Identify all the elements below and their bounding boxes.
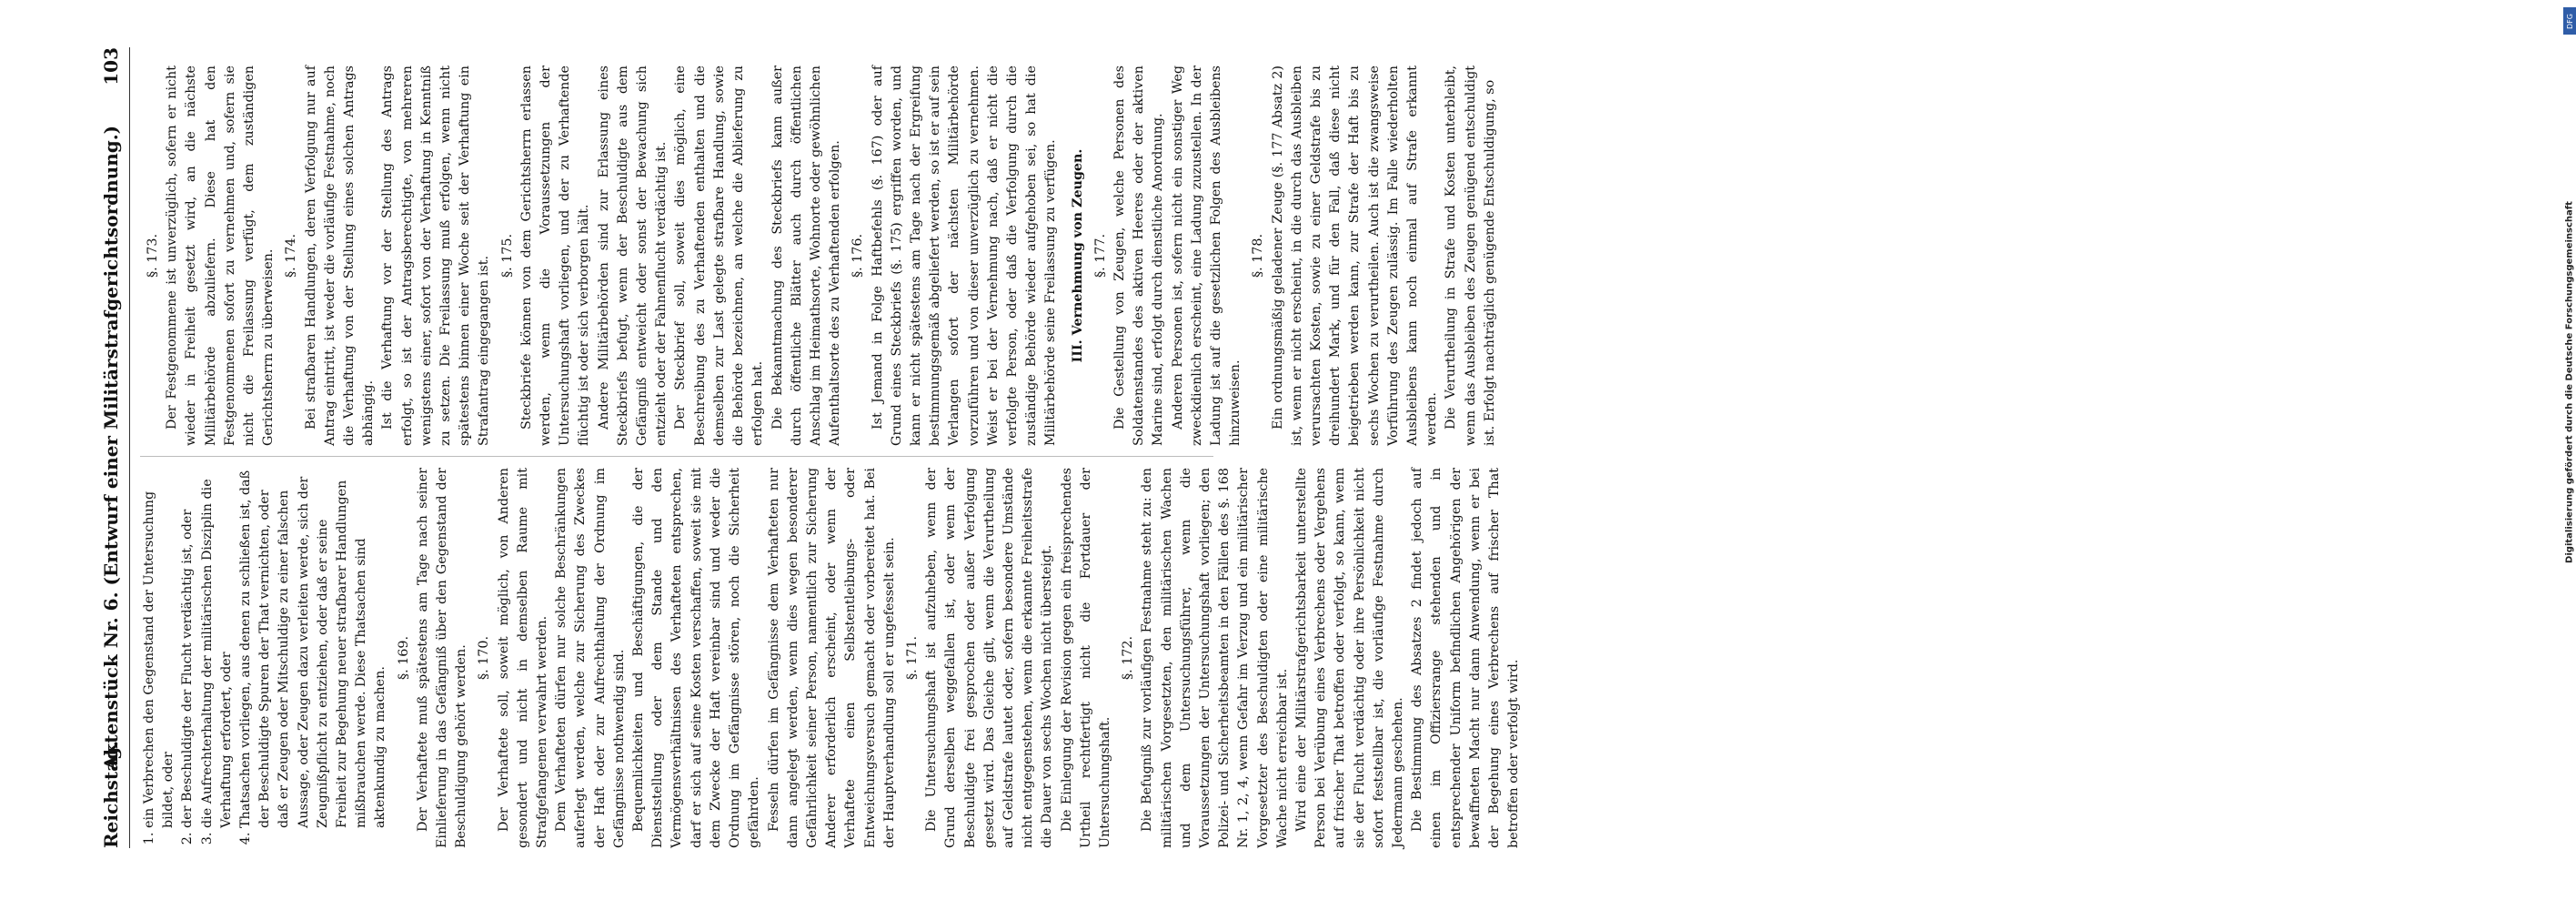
section-175-paragraph: Die Bekanntmachung des Steckbriefs kann außer durch öffentliche Blätter auch durch öffentlichen Anschlag im Heimathsorte, Wohnorte oder gewöhnlichen Aufenthaltsorte des zu Verhaftenden erfolgen. <box>770 66 843 446</box>
section-170-paragraph: Dem Verhafteten dürfen nur solche Beschränkungen auferlegt werden, welche zur Sicherung des Zweckes der Haft oder zur Aufrechthaltung der Ordnung im Gefängnisse nothwendig sind. <box>554 468 627 848</box>
list-item: 1. ein Verbrechen den Gegenstand der Untersuchung bildet, oder <box>140 468 178 828</box>
section-175-paragraph: Steckbriefe können von dem Gerichtsherrn erlassen werden, wenn die Voraussetzungen der Untersuchungshaft vorliegen, und der zu Verhaftende flüchtig ist oder sich verborgen hält. <box>518 66 592 446</box>
page-number: 103 <box>100 47 122 86</box>
document-page <box>100 47 1522 848</box>
list-item: 3. die Aufrechterhaltung der militärischen Disziplin die Verhaftung erfordert, oder <box>198 468 236 828</box>
section-178-paragraph: Die Verurtheilung in Strafe und Kosten unterbleibt, wenn das Ausbleiben des Zeugen genügend entschuldigt ist. Erfolgt nachträglich genügende Entschuldigung, so <box>1444 66 1497 446</box>
section-174-paragraph: Bei strafbaren Handlungen, deren Verfolgung nur auf Antrag eintritt, ist weder die vorläufige Festnahme, noch die Verhaftung von der Stellung eines solchen Antrags abhängig. <box>303 66 377 446</box>
header-title: Aktenstück Nr. 6. (Entwurf einer Militärstrafgerichtsordnung.) <box>100 125 122 771</box>
section-177-paragraph: Die Gestellung von Zeugen, welche Personen des Soldatenstandes des aktiven Heeres oder der aktiven Marine sind, erfolgt durch dienstliche Anordnung. <box>1112 66 1166 446</box>
list-item: 4. Thatsachen vorliegen, aus denen zu schließen ist, daß der Beschuldigte Spuren der That vernichten, oder daß er Zeugen oder Mitschuldige zu einer falschen Aussage, oder Zeugen dazu verleiten werde, sich der Zeugnißpflicht zu entziehen, oder daß er seine Freiheit zur Begehung neuer strafbarer Handlungen mißbrauchen werde. Diese Thatsachen sind aktenkundig zu machen. <box>236 468 391 828</box>
section-174-heading: §. 174. <box>284 233 299 278</box>
section-172-paragraph: Die Befugniß zur vorläufigen Festnahme steht zu: den militärischen Vorgesetzten, den militärischen Wachen und dem Untersuchungsführer, wenn die Voraussetzungen der Untersuchungshaft vorliegen; den Polizei- und Sicherheitsbeamten in den Fällen des §. 168 Nr. 1, 2, 4, wenn Gefahr im Verzug und ein militärischer Vorgesetzter des Beschuldigten oder eine militärische Wache nicht erreichbar ist. <box>1140 468 1290 848</box>
section-169-heading: §. 169. <box>396 635 411 681</box>
section-177-paragraph: Anderen Personen ist, sofern nicht ein sonstiger Weg zweckdienlich erscheint, eine Ladung zuzustellen. In der Ladung ist auf die gesetzlichen Folgen des Ausbleibens hinzuweisen. <box>1170 66 1243 446</box>
part-3-heading: III. Vernehmung von Zeugen. <box>1070 148 1085 363</box>
conditions-list <box>140 468 391 848</box>
section-178-paragraph: Ein ordnungsmäßig geladener Zeuge (§. 177 Absatz 2) ist, wenn er nicht erscheint, in die durch das Ausbleiben verursachten Kosten, sowie zu einer Geldstrafe bis zu dreihundert Mark, und für den Fall, daß diese nicht beigetrieben werden kann, zur Strafe der Haft bis zu sechs Wochen zu verurtheilen. Auch ist die zwangsweise Vorführung des Zeugen zulässig. Im Falle wiederholten Ausbleibens kann noch einmal auf Strafe erkannt werden. <box>1270 66 1440 446</box>
list-item: 2. der Beschuldigte der Flucht verdächtig ist, oder <box>178 468 197 828</box>
section-176-heading: §. 176. <box>850 233 866 278</box>
section-171-heading: §. 171. <box>904 635 920 681</box>
section-172-heading: §. 172. <box>1121 635 1136 681</box>
dfg-logo-badge: DFG <box>2563 7 2576 35</box>
section-173-text: Der Festgenommene ist unverzüglich, sofern er nicht wieder in Freiheit gesetzt wird, an die nächste Militärbehörde abzuliefern. Diese hat den Festgenommenen sofort zu vernehmen und, sofern sie nicht die Freilassung verfügt, dem zuständigen Gerichtsherrn zu überweisen. <box>165 66 277 446</box>
section-171-paragraph: Die Untersuchungshaft ist aufzuheben, wenn der Grund derselben weggefallen ist, oder wenn der Beschuldigte frei gesprochen oder außer Verfolgung gesetzt wird. Das Gleiche gilt, wenn die Verurtheilung auf Geldstrafe lautet oder, sofern besondere Umstände nicht entgegenstehen, wenn die erkannte Freiheitsstrafe die Dauer von sechs Wochen nicht übersteigt. <box>924 468 1055 848</box>
section-169-text: Der Verhaftete muß spätestens am Tage nach seiner Einlieferung in das Gefängniß über den Gegenstand der Beschuldigung gehört werden. <box>415 468 469 848</box>
section-173-heading: §. 173. <box>146 233 160 278</box>
section-175-paragraph: Andere Militärbehörden sind zur Erlassung eines Steckbriefs befugt, wenn der Beschuldigte aus dem Gefängniß entweicht oder sonst der Bewachung sich entzieht oder der Fahnenflucht verdächtig ist. <box>596 66 669 446</box>
header-left: Reichstag. <box>100 740 122 848</box>
section-170-paragraph: Fesseln dürfen im Gefängnisse dem Verhafteten nur dann angelegt werden, wenn dies wegen besonderer Gefährlichkeit seiner Person, namentlich zur Sicherung Anderer erforderlich erscheint, oder wenn der Verhaftete einen Selbstentleibungs- oder Entweichungsversuch gemacht oder vorbereitet hat. Bei der Hauptverhandlung soll er ungefesselt sein. <box>766 468 897 848</box>
section-178-heading: §. 178. <box>1251 233 1266 278</box>
section-170-heading: §. 170. <box>477 635 492 681</box>
section-174-paragraph: Ist die Verhaftung vor der Stellung des Antrags erfolgt, so ist der Antragsberechtigte, von mehreren wenigstens einer, sofort von der Verhaftung in Kenntniß zu setzen. Die Freilassung muß erfolgen, wenn nicht spätestens binnen einer Woche seit der Verhaftung ein Strafantrag eingegangen ist. <box>380 66 492 446</box>
page-header <box>100 47 130 848</box>
section-176-text: Ist Jemand in Folge Haftbefehls (§. 167) oder auf Grund eines Steckbriefs (§. 175) ergriffen worden, und kann er nicht spätestens am Tage nach der Ergreifung bestimmungsgemäß abgeliefert werden, so ist er auf sein Verlangen sofort der nächsten Militärbehörde vorzuführen und von dieser unverzüglich zu vernehmen. Weist er bei der Vernehmung nach, daß er nicht die verfolgte Person, oder daß die Verfolgung durch die zuständige Behörde wieder aufgehoben sei, so hat die Militärbehörde seine Freilassung zu verfügen. <box>870 66 1059 446</box>
section-172-paragraph: Die Bestimmung des Absatzes 2 findet jedoch auf einen im Offiziersrange stehenden und in entsprechender Uniform befindlichen Angehörigen der bewaffneten Macht nur dann Anwendung, wenn er bei der Begehung eines Verbrechens auf frischer That betroffen oder verfolgt wird. <box>1410 468 1522 848</box>
section-171-paragraph: Die Einlegung der Revision gegen ein freisprechendes Urtheil rechtfertigt nicht die Fortdauer der Untersuchungshaft. <box>1059 468 1112 848</box>
column-divider <box>140 456 1213 457</box>
section-172-paragraph: Wird eine der Militärstrafgerichtsbarkeit unterstellte Person bei Verübung eines Verbrechens oder Vergehens auf frischer That betroffen oder verfolgt, so kann, wenn sie der Flucht verdächtig oder ihre Persönlichkeit nicht sofort feststellbar ist, die vorläufige Festnahme durch Jedermann geschehen. <box>1293 468 1405 848</box>
digitization-credit: Digitalisierung gefördert durch die Deutsche Forschungsgemeinschaft <box>2564 201 2575 563</box>
section-170-paragraph: Der Verhaftete soll, soweit möglich, von Anderen gesondert und nicht in demselben Raume mit Strafgefangenen verwahrt werden. <box>496 468 550 848</box>
section-175-paragraph: Der Steckbrief soll, soweit dies möglich, eine Beschreibung des zu Verhaftenden enthalten und die demselben zur Last gelegte strafbare Handlung, sowie die Behörde bezeichnen, an welche die Ablieferung zu erfolgen hat. <box>673 66 766 446</box>
section-175-heading: §. 175. <box>499 233 515 278</box>
left-column <box>140 468 1522 848</box>
section-170-paragraph: Bequemlichkeiten und Beschäftigungen, die der Dienststellung oder dem Stande und den Vermögensverhältnissen des Verhafteten entsprechen, darf er sich auf seine Kosten verschaffen, soweit sie mit dem Zwecke der Haft vereinbar sind und weder die Ordnung im Gefängnisse stören, noch die Sicherheit gefährden. <box>631 468 762 848</box>
section-177-heading: §. 177. <box>1092 233 1108 278</box>
right-column <box>140 66 1497 446</box>
